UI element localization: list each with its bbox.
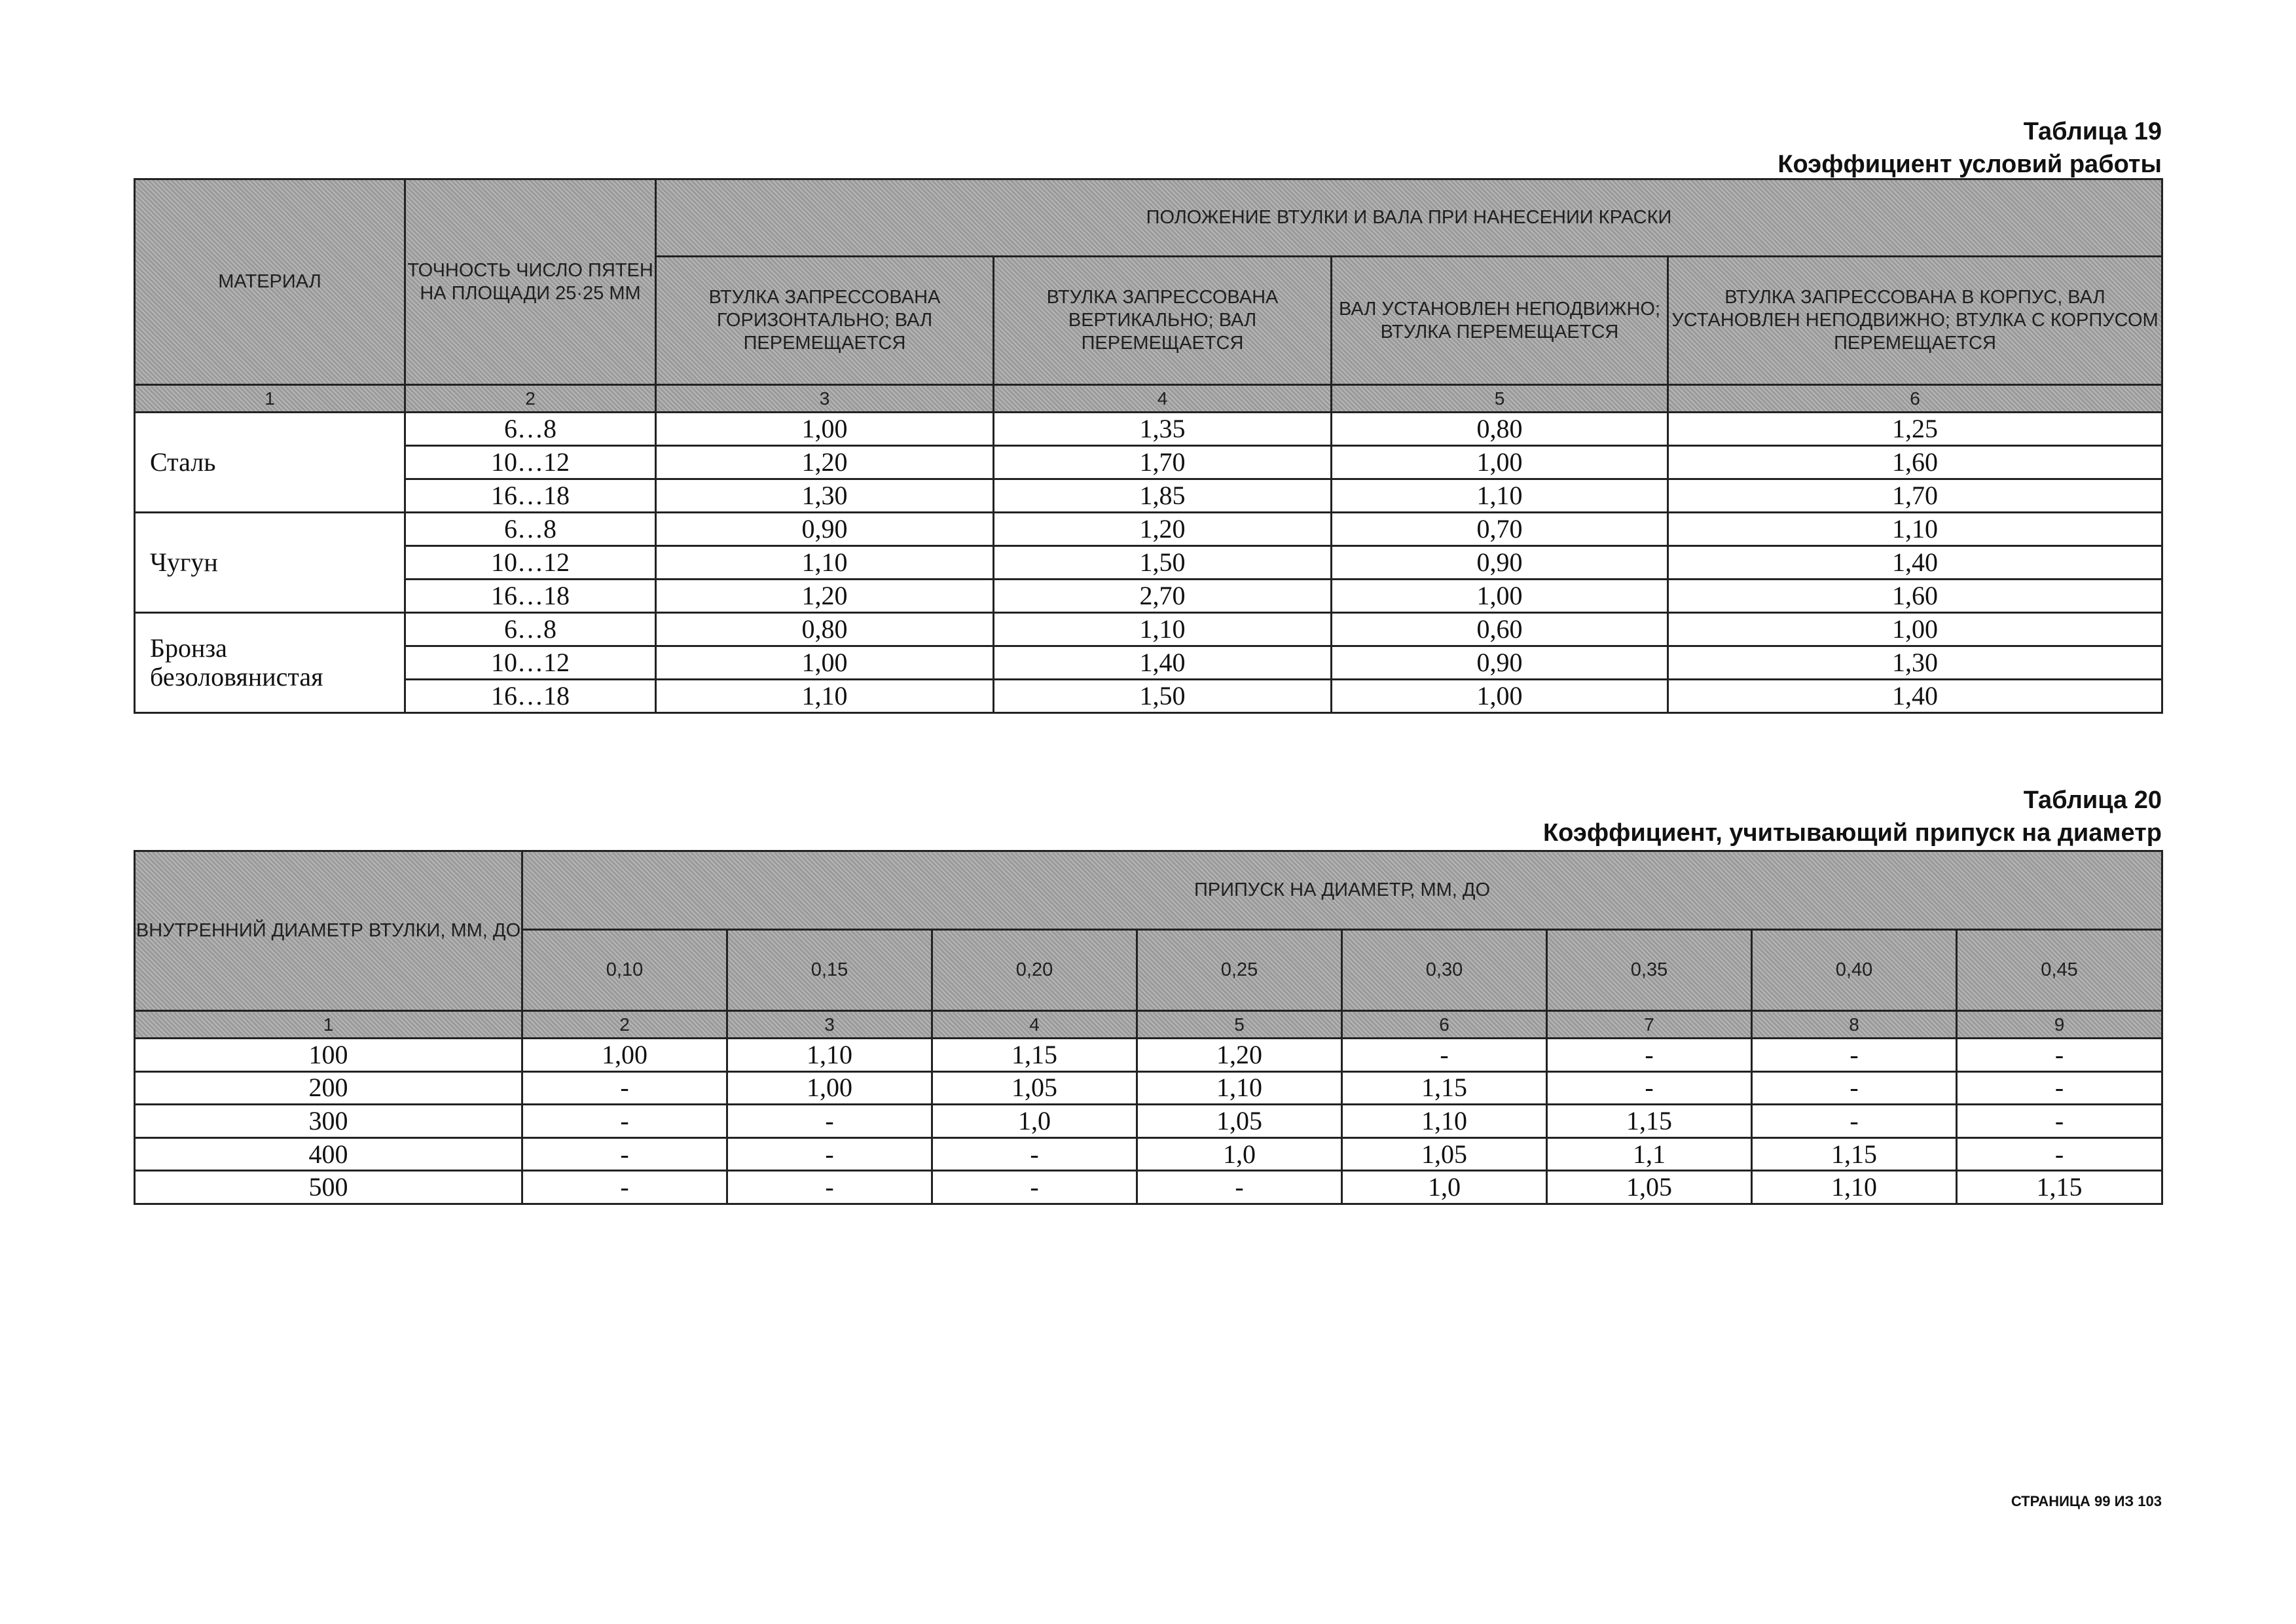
table-row: [135, 580, 2162, 613]
header-col5: ВАЛ УСТАНОВЛЕН НЕПОДВИЖНО; ВТУЛКА ПЕРЕМЕЩАЕТСЯ: [1332, 257, 1668, 385]
coefficient-cell: -: [1752, 1039, 1957, 1072]
coefficient-cell: 0,60: [1332, 613, 1668, 646]
coefficient-cell: 1,1: [1547, 1137, 1752, 1171]
column-number-row: [135, 385, 2162, 413]
coefficient-cell: 1,0: [1342, 1171, 1547, 1204]
coefficient-cell: -: [1957, 1137, 2162, 1171]
accuracy-cell: 16…18: [405, 580, 656, 613]
allowance-header: 0,20: [932, 930, 1137, 1011]
coefficient-cell: 1,15: [932, 1039, 1137, 1072]
coefficient-cell: -: [727, 1171, 932, 1204]
diameter-cell: 300: [135, 1105, 522, 1138]
allowance-header: 0,45: [1957, 930, 2162, 1011]
coefficient-cell: 1,15: [1957, 1171, 2162, 1204]
coefficient-cell: -: [1957, 1071, 2162, 1105]
table-row: [135, 479, 2162, 513]
table-row: [135, 1071, 2162, 1105]
allowance-header: 0,15: [727, 930, 932, 1011]
coefficient-cell: 1,30: [656, 479, 994, 513]
coefficient-cell: 1,0: [932, 1105, 1137, 1138]
coefficient-cell: 1,00: [727, 1071, 932, 1105]
coefficient-cell: 0,70: [1332, 513, 1668, 546]
coefficient-cell: 1,40: [994, 646, 1332, 680]
accuracy-cell: 10…12: [405, 546, 656, 580]
coefficient-cell: -: [522, 1171, 727, 1204]
coefficient-cell: -: [522, 1071, 727, 1105]
accuracy-cell: 6…8: [405, 513, 656, 546]
diameter-cell: 200: [135, 1071, 522, 1105]
table-row: [135, 1039, 2162, 1072]
coefficient-cell: 1,50: [994, 680, 1332, 713]
table-20-number: Таблица 20: [2023, 786, 2162, 814]
header-col3: ВТУЛКА ЗАПРЕССОВАНА ГОРИЗОНТАЛЬНО; ВАЛ ПЕРЕМЕЩАЕТСЯ: [656, 257, 994, 385]
coefficient-cell: 1,40: [1668, 680, 2162, 713]
coefficient-cell: 1,00: [1332, 580, 1668, 613]
coefficient-cell: -: [932, 1171, 1137, 1204]
coefficient-cell: -: [522, 1137, 727, 1171]
coefficient-cell: -: [1547, 1039, 1752, 1072]
coefficient-cell: -: [932, 1137, 1137, 1171]
coefficient-cell: 1,10: [1752, 1171, 1957, 1204]
table-19-title: Коэффициент условий работы: [1777, 151, 2162, 178]
coefficient-cell: 1,85: [994, 479, 1332, 513]
header-col6: ВТУЛКА ЗАПРЕССОВАНА В КОРПУС, ВАЛ УСТАНОВЛЕН НЕПОДВИЖНО; ВТУЛКА С КОРПУСОМ ПЕРЕМЕЩАЕТСЯ: [1668, 257, 2162, 385]
coefficient-cell: 0,80: [656, 613, 994, 646]
table-row: [135, 613, 2162, 646]
coefficient-cell: 1,15: [1342, 1071, 1547, 1105]
coefficient-cell: 1,05: [932, 1071, 1137, 1105]
column-number: 8: [1752, 1011, 1957, 1039]
column-number: 4: [994, 385, 1332, 413]
coefficient-cell: 1,20: [994, 513, 1332, 546]
header-diameter: ВНУТРЕННИЙ ДИАМЕТР ВТУЛКИ, ММ, ДО: [135, 851, 522, 1011]
header-position-group: ПОЛОЖЕНИЕ ВТУЛКИ И ВАЛА ПРИ НАНЕСЕНИИ КРАСКИ: [656, 179, 2162, 257]
coefficient-cell: 1,00: [522, 1039, 727, 1072]
coefficient-cell: 1,40: [1668, 546, 2162, 580]
coefficient-cell: -: [1752, 1105, 1957, 1138]
coefficient-cell: 1,10: [1342, 1105, 1547, 1138]
coefficient-cell: 1,00: [1332, 680, 1668, 713]
coefficient-cell: -: [1957, 1105, 2162, 1138]
allowance-header: 0,40: [1752, 930, 1957, 1011]
column-number: 5: [1332, 385, 1668, 413]
coefficient-cell: 1,25: [1668, 413, 2162, 446]
coefficient-cell: -: [1137, 1171, 1342, 1204]
coefficient-cell: 1,10: [656, 546, 994, 580]
column-number: 1: [135, 1011, 522, 1039]
diameter-cell: 100: [135, 1039, 522, 1072]
coefficient-cell: 1,20: [656, 580, 994, 613]
table-row: [135, 680, 2162, 713]
coefficient-cell: 1,00: [656, 646, 994, 680]
column-number: 7: [1547, 1011, 1752, 1039]
coefficient-cell: 1,30: [1668, 646, 2162, 680]
allowance-header: 0,10: [522, 930, 727, 1011]
diameter-cell: 400: [135, 1137, 522, 1171]
header-accuracy: ТОЧНОСТЬ ЧИСЛО ПЯТЕН НА ПЛОЩАДИ 25·25 ММ: [405, 179, 656, 385]
coefficient-cell: 1,05: [1342, 1137, 1547, 1171]
coefficient-cell: -: [727, 1137, 932, 1171]
column-number: 2: [522, 1011, 727, 1039]
coefficient-cell: 1,10: [1332, 479, 1668, 513]
coefficient-cell: 1,00: [1332, 446, 1668, 479]
coefficient-cell: 1,20: [656, 446, 994, 479]
table-row: [135, 446, 2162, 479]
page-number: СТРАНИЦА 99 ИЗ 103: [2011, 1493, 2162, 1509]
table-row: [135, 546, 2162, 580]
coefficient-cell: 1,60: [1668, 446, 2162, 479]
coefficient-cell: 0,90: [656, 513, 994, 546]
header-col4: ВТУЛКА ЗАПРЕССОВАНА ВЕРТИКАЛЬНО; ВАЛ ПЕРЕМЕЩАЕТСЯ: [994, 257, 1332, 385]
coefficient-cell: 1,70: [1668, 479, 2162, 513]
accuracy-cell: 16…18: [405, 680, 656, 713]
coefficient-cell: 1,15: [1547, 1105, 1752, 1138]
coefficient-cell: 2,70: [994, 580, 1332, 613]
coefficient-cell: 1,50: [994, 546, 1332, 580]
accuracy-cell: 6…8: [405, 613, 656, 646]
coefficient-cell: -: [1342, 1039, 1547, 1072]
table-row: [135, 1137, 2162, 1171]
coefficient-cell: 0,90: [1332, 646, 1668, 680]
column-number: 2: [405, 385, 656, 413]
coefficient-cell: -: [1547, 1071, 1752, 1105]
column-number: 3: [656, 385, 994, 413]
coefficient-cell: 1,00: [656, 413, 994, 446]
coefficient-cell: -: [1957, 1039, 2162, 1072]
column-number: 9: [1957, 1011, 2162, 1039]
table-row: [135, 413, 2162, 446]
coefficient-cell: 0,80: [1332, 413, 1668, 446]
coefficient-cell: 1,0: [1137, 1137, 1342, 1171]
table-20: [134, 850, 2163, 1205]
accuracy-cell: 6…8: [405, 413, 656, 446]
table-row: [135, 1171, 2162, 1204]
column-number: 1: [135, 385, 405, 413]
coefficient-cell: -: [522, 1105, 727, 1138]
coefficient-cell: 1,05: [1547, 1171, 1752, 1204]
accuracy-cell: 16…18: [405, 479, 656, 513]
diameter-cell: 500: [135, 1171, 522, 1204]
coefficient-cell: 1,70: [994, 446, 1332, 479]
coefficient-cell: -: [1752, 1071, 1957, 1105]
column-number-row: [135, 1011, 2162, 1039]
coefficient-cell: 1,15: [1752, 1137, 1957, 1171]
table-19-body: [135, 413, 2162, 713]
accuracy-cell: 10…12: [405, 646, 656, 680]
coefficient-cell: 1,35: [994, 413, 1332, 446]
column-number: 4: [932, 1011, 1137, 1039]
coefficient-cell: 1,20: [1137, 1039, 1342, 1072]
table-20-caption: [1543, 784, 2162, 849]
table-20-title: Коэффициент, учитывающий припуск на диаметр: [1542, 819, 2162, 847]
table-row: [135, 513, 2162, 546]
coefficient-cell: 1,10: [1668, 513, 2162, 546]
coefficient-cell: 1,60: [1668, 580, 2162, 613]
allowance-header: 0,25: [1137, 930, 1342, 1011]
column-number: 6: [1342, 1011, 1547, 1039]
allowance-header: 0,35: [1547, 930, 1752, 1011]
allowance-header: 0,30: [1342, 930, 1547, 1011]
table-19-caption: [1777, 115, 2162, 181]
coefficient-cell: 1,05: [1137, 1105, 1342, 1138]
table-row: [135, 646, 2162, 680]
table-19-number: Таблица 19: [2023, 118, 2162, 145]
coefficient-cell: -: [727, 1105, 932, 1138]
coefficient-cell: 1,10: [727, 1039, 932, 1072]
coefficient-cell: 1,10: [1137, 1071, 1342, 1105]
header-allowance-group: ПРИПУСК НА ДИАМЕТР, ММ, ДО: [522, 851, 2162, 930]
table-20-body: [135, 1039, 2162, 1204]
material-cell: Бронза безоловянистая: [135, 613, 405, 713]
coefficient-cell: 1,10: [994, 613, 1332, 646]
coefficient-cell: 0,90: [1332, 546, 1668, 580]
table-19: [134, 178, 2163, 714]
column-number: 3: [727, 1011, 932, 1039]
coefficient-cell: 1,00: [1668, 613, 2162, 646]
material-cell: Чугун: [135, 513, 405, 613]
accuracy-cell: 10…12: [405, 446, 656, 479]
header-material: МАТЕРИАЛ: [135, 179, 405, 385]
column-number: 6: [1668, 385, 2162, 413]
coefficient-cell: 1,10: [656, 680, 994, 713]
column-number: 5: [1137, 1011, 1342, 1039]
material-cell: Сталь: [135, 413, 405, 513]
table-row: [135, 1105, 2162, 1138]
